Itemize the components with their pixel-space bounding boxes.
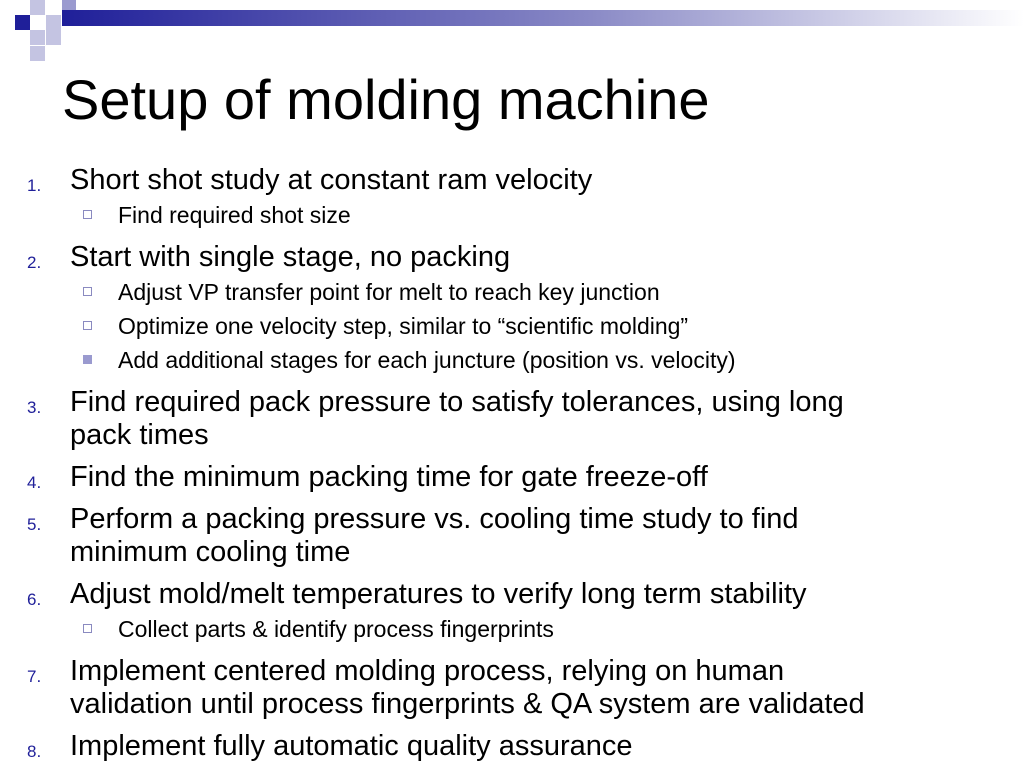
- item-number: 7.: [27, 667, 42, 686]
- hollow-square-bullet-icon: [83, 210, 92, 219]
- item-text-line: minimum cooling time: [70, 536, 351, 568]
- item-text: Start with single stage, no packing: [70, 241, 511, 273]
- sub-list-item: [70, 309, 1024, 343]
- item-number: 8.: [27, 742, 42, 761]
- title-decoration: [0, 0, 1024, 70]
- list-item: [0, 503, 1024, 569]
- sub-item-text: Collect parts & identify process fingerprints: [118, 616, 554, 642]
- filled-square-bullet-icon: [83, 355, 92, 364]
- list-item: [0, 655, 1024, 721]
- item-text: Adjust mold/melt temperatures to verify long term stability: [70, 578, 807, 610]
- steps-list: [0, 164, 1024, 763]
- sub-item-text: Find required shot size: [118, 202, 351, 228]
- item-number: 1.: [27, 176, 42, 195]
- list-item: [0, 241, 1024, 377]
- sub-list: [70, 612, 1024, 646]
- sub-list-item: [70, 275, 1024, 309]
- hollow-square-bullet-icon: [83, 321, 92, 330]
- item-text-line: Find required pack pressure to satisfy tolerances, using long: [70, 386, 844, 418]
- sub-item-text: Add additional stages for each juncture (position vs. velocity): [118, 347, 736, 373]
- list-item: [0, 461, 1024, 494]
- item-text: Find the minimum packing time for gate freeze-off: [70, 461, 708, 493]
- hollow-square-bullet-icon: [83, 287, 92, 296]
- sub-list-item: [70, 343, 1024, 377]
- item-text-line: Perform a packing pressure vs. cooling time study to find: [70, 503, 799, 535]
- item-number: 6.: [27, 590, 42, 609]
- deco-square-mid: [62, 0, 76, 10]
- item-number: 3.: [27, 398, 42, 417]
- list-item: [0, 164, 1024, 232]
- slide-title: Setup of molding machine: [62, 68, 710, 131]
- sub-list-item: [70, 612, 1024, 646]
- item-number: 5.: [27, 515, 42, 534]
- deco-square-light: [30, 30, 45, 45]
- item-text: Implement fully automatic quality assurance: [70, 730, 633, 762]
- item-text-line: validation until process fingerprints & QA system are validated: [70, 688, 865, 720]
- sub-list: [70, 198, 1024, 232]
- list-item: [0, 730, 1024, 763]
- deco-square-dark: [15, 15, 30, 30]
- gradient-bar: [62, 10, 1024, 26]
- deco-square-light: [30, 0, 45, 15]
- sub-list: [70, 275, 1024, 377]
- item-text: Short shot study at constant ram velocity: [70, 164, 593, 196]
- item-number: 2.: [27, 253, 42, 272]
- hollow-square-bullet-icon: [83, 624, 92, 633]
- sub-list-item: [70, 198, 1024, 232]
- item-text-line: Implement centered molding process, relying on human: [70, 655, 785, 687]
- deco-square-light: [46, 15, 61, 30]
- list-item: [0, 386, 1024, 452]
- deco-square-light: [30, 46, 45, 61]
- item-text-line: pack times: [70, 419, 209, 451]
- sub-item-text: Optimize one velocity step, similar to “scientific molding”: [118, 313, 689, 339]
- sub-item-text: Adjust VP transfer point for melt to reach key junction: [118, 279, 660, 305]
- list-item: [0, 578, 1024, 646]
- deco-square-light: [46, 30, 61, 45]
- item-number: 4.: [27, 473, 42, 492]
